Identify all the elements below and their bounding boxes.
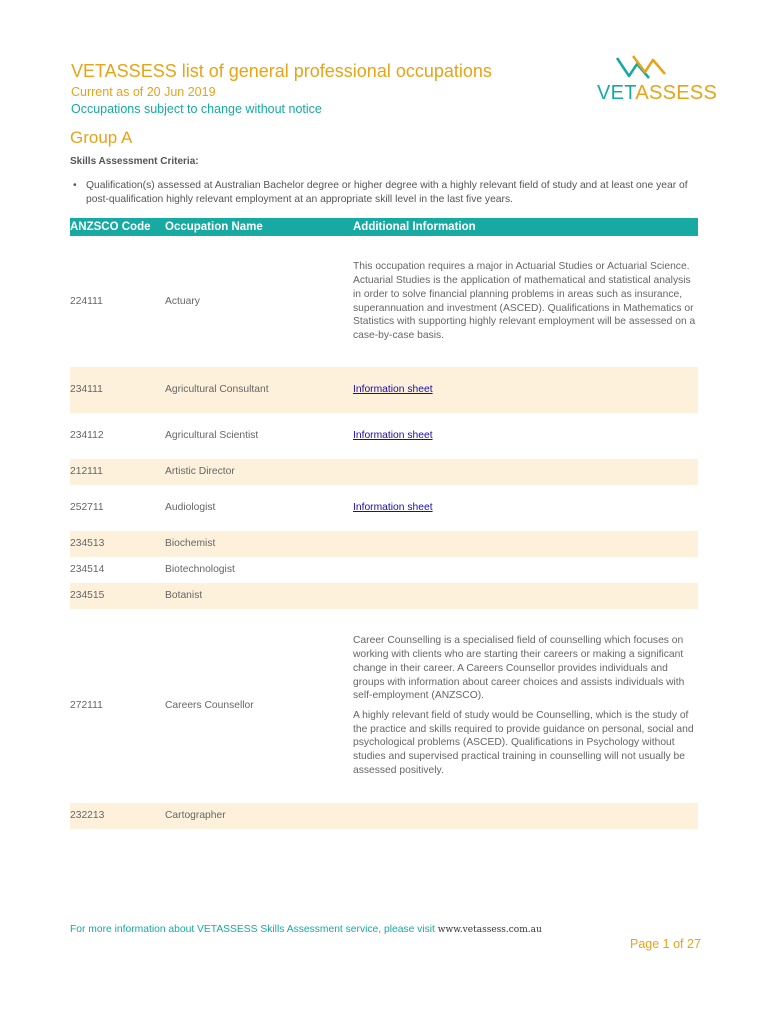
logo-assess-text: ASSESS xyxy=(635,82,718,104)
additional-info xyxy=(353,236,698,367)
occupation-code: 234112 xyxy=(70,430,104,442)
additional-info xyxy=(353,803,698,829)
table-row xyxy=(70,236,698,367)
additional-info xyxy=(353,459,698,485)
chevron-mark-icon xyxy=(615,52,671,80)
occupation-code: 212111 xyxy=(70,459,165,485)
additional-info xyxy=(353,485,698,531)
table-row xyxy=(70,459,698,485)
information-sheet-link[interactable]: Information sheet xyxy=(353,502,433,514)
table-row xyxy=(70,557,698,583)
information-sheet-link[interactable]: Information sheet xyxy=(353,430,433,442)
occupation-code: 272111 xyxy=(70,700,103,712)
header-anzsco-code: ANZSCO Code xyxy=(70,218,165,236)
criteria-label: Skills Assessment Criteria: xyxy=(70,156,199,167)
document-note: Occupations subject to change without notice xyxy=(71,102,322,116)
header-occupation-name: Occupation Name xyxy=(165,218,353,236)
info-paragraph: Career Counselling is a specialised field of counselling which focuses on working with clients who are starting their careers or making a significant change in their career. A Careers Counsellor provides individuals and groups with information about career choices and assists individuals with self-employment (ANZSCO). xyxy=(353,635,685,702)
additional-info xyxy=(353,413,698,459)
occupation-name: Actuary xyxy=(165,295,200,307)
document-title: VETASSESS list of general professional occupations xyxy=(71,61,492,81)
header-additional-info: Additional Information xyxy=(353,218,698,236)
occupation-name: Agricultural Consultant xyxy=(165,367,353,413)
occupations-table xyxy=(70,218,698,829)
footer-message: For more information about VETASSESS Skills Assessment service, please visit xyxy=(70,924,438,935)
criteria-item: • Qualification(s) assessed at Australian Bachelor degree or higher degree with a highly relevant field of study and at least one year of post-qualification highly relevant employment at an appropriate skill level in the last five years. xyxy=(86,179,698,207)
document-date: Current as of 20 Jun 2019 xyxy=(71,85,216,99)
additional-info xyxy=(353,367,698,413)
information-sheet-link[interactable]: Information sheet xyxy=(353,384,433,396)
table-row xyxy=(70,413,698,459)
occupation-name: Botanist xyxy=(165,583,353,609)
occupation-name: Cartographer xyxy=(165,803,353,829)
footer-url-link[interactable]: www.vetassess.com.au xyxy=(437,925,542,935)
occupation-code: 234513 xyxy=(70,531,165,557)
occupation-name: Artistic Director xyxy=(165,459,353,485)
occupation-code: 234514 xyxy=(70,564,105,576)
occupation-code: 234111 xyxy=(70,367,165,413)
additional-info xyxy=(353,609,698,803)
occupation-name: Agricultural Scientist xyxy=(165,430,259,442)
info-paragraph: This occupation requires a major in Actuarial Studies or Actuarial Science. Actuarial Studies is the application of mathematical and statistical analysis in order to solve financial planning problems in areas such as insurance, superannuation and investment (ASCED). Qualifications in Mathematics or Statistics with supporting highly relevant employment will be assessed on a case-by-case basis. xyxy=(353,261,696,341)
page-number: Page 1 of 27 xyxy=(630,937,701,951)
additional-info xyxy=(353,583,698,609)
table-row xyxy=(70,583,698,609)
info-paragraph: A highly relevant field of study would be Counselling, which is the study of the practice and skills required to provide guidance on personal, social and psychological problems (ASCED). Qualifications in Psychology without studies and supervised practical training in counselling will not usually be assessed positively. xyxy=(353,710,694,776)
logo-vet-text: VET xyxy=(597,82,636,104)
group-title: Group A xyxy=(70,128,133,147)
occupation-name: Audiologist xyxy=(165,502,216,514)
table-row xyxy=(70,367,698,413)
logo-wordmark xyxy=(597,82,717,104)
table-row xyxy=(70,531,698,557)
occupation-code: 232213 xyxy=(70,803,165,829)
occupation-code: 224111 xyxy=(70,295,103,307)
additional-info xyxy=(353,557,698,583)
occupation-name: Careers Counsellor xyxy=(165,700,254,712)
table-header-row xyxy=(70,218,698,236)
vetassess-logo xyxy=(597,52,718,104)
table-row xyxy=(70,609,698,803)
table-row xyxy=(70,803,698,829)
occupation-code: 252711 xyxy=(70,502,104,514)
occupation-code: 234515 xyxy=(70,583,165,609)
occupation-name: Biochemist xyxy=(165,531,353,557)
occupation-name: Biotechnologist xyxy=(165,564,235,576)
table-row xyxy=(70,485,698,531)
additional-info xyxy=(353,531,698,557)
footer-text xyxy=(70,924,542,935)
